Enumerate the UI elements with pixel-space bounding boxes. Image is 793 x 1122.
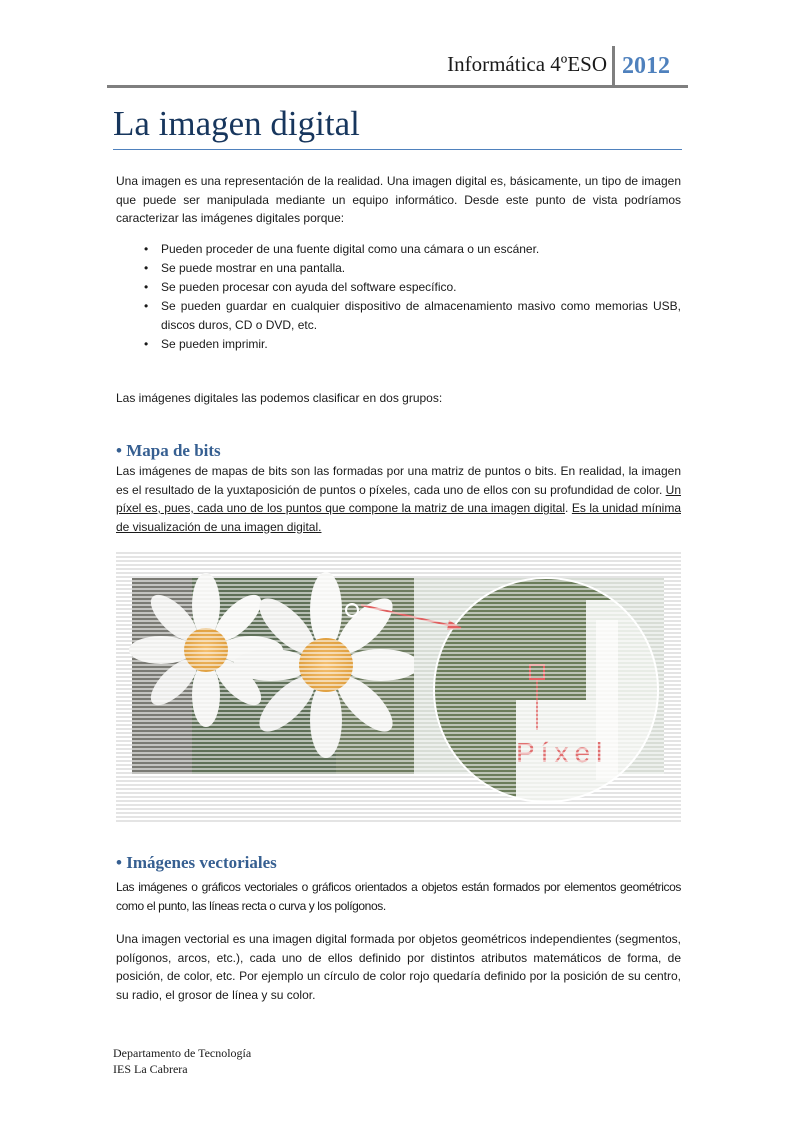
list-item: • Se pueden imprimir.	[144, 337, 268, 351]
section-heading-bitmap: • Mapa de bits	[116, 441, 221, 460]
feature-list	[116, 240, 681, 354]
bitmap-paragraph: Las imágenes de mapas de bits son las formadas por una matriz de puntos o bits. En realidad, la imagen es el resultado de la yuxtaposición de puntos o píxeles, cada uno de ellos con su profundidad de color. Un píxel es, pues, cada uno de los puntos que compone la matriz de una imagen digital. Es la unidad mínima de visualización de una imagen digital.	[116, 464, 681, 534]
page-title: La imagen digital	[113, 104, 360, 143]
bitmap-figure	[116, 550, 681, 822]
flower-pixel-illustration	[116, 550, 681, 822]
vector-paragraph-2: Una imagen vectorial es una imagen digital formada por objetos geométricos independientes (segmentos, polígonos, arcos, etc.), cada uno de ellos definido por distintos atributos matemáticos de forma, de posición, de color, etc. Por ejemplo un círculo de color rojo quedaría definido por la posición de su centro, su radio, el grosor de línea y su color.	[116, 932, 681, 1002]
intro-paragraph: Una imagen es una representación de la realidad. Una imagen digital es, básicamente, un tipo de imagen que puede ser manipulada mediante un equipo informático. Desde este punto de vista podríamos caracterizar las imágenes digitales porque:	[116, 174, 681, 225]
footer	[113, 1045, 251, 1077]
header-separator	[612, 46, 615, 86]
header-year: 2012	[622, 53, 670, 79]
footer-department: Departamento de Tecnología	[113, 1046, 252, 1060]
list-item: • Se puede mostrar en una pantalla.	[144, 261, 346, 275]
title-rule	[113, 149, 682, 150]
classify-paragraph: Las imágenes digitales las podemos clasificar en dos grupos:	[116, 391, 443, 405]
list-item: • Se pueden guardar en cualquier dispositivo de almacenamiento masivo como memorias USB, discos duros, CD o DVD, etc.	[144, 299, 681, 332]
footer-school: IES La Cabrera	[113, 1062, 188, 1076]
header-subject: Informática 4ºESO	[447, 52, 607, 76]
vector-paragraph-1: Las imágenes o gráficos vectoriales o gráficos orientados a objetos están formados por elementos geométricos como el punto, las líneas recta o curva y los polígonos.	[116, 880, 681, 913]
unit-definition: Es la unidad mínima de visualización de una imagen digital.	[116, 501, 681, 534]
header-rule	[107, 85, 688, 88]
list-item: • Se pueden procesar con ayuda del software específico.	[144, 280, 457, 294]
pixel-definition: Un píxel es, pues, cada uno de los puntos que compone la matriz de una imagen digital	[116, 482, 681, 515]
list-item: • Pueden proceder de una fuente digital como una cámara o un escáner.	[144, 242, 540, 256]
section-heading-vector: • Imágenes vectoriales	[116, 853, 277, 872]
